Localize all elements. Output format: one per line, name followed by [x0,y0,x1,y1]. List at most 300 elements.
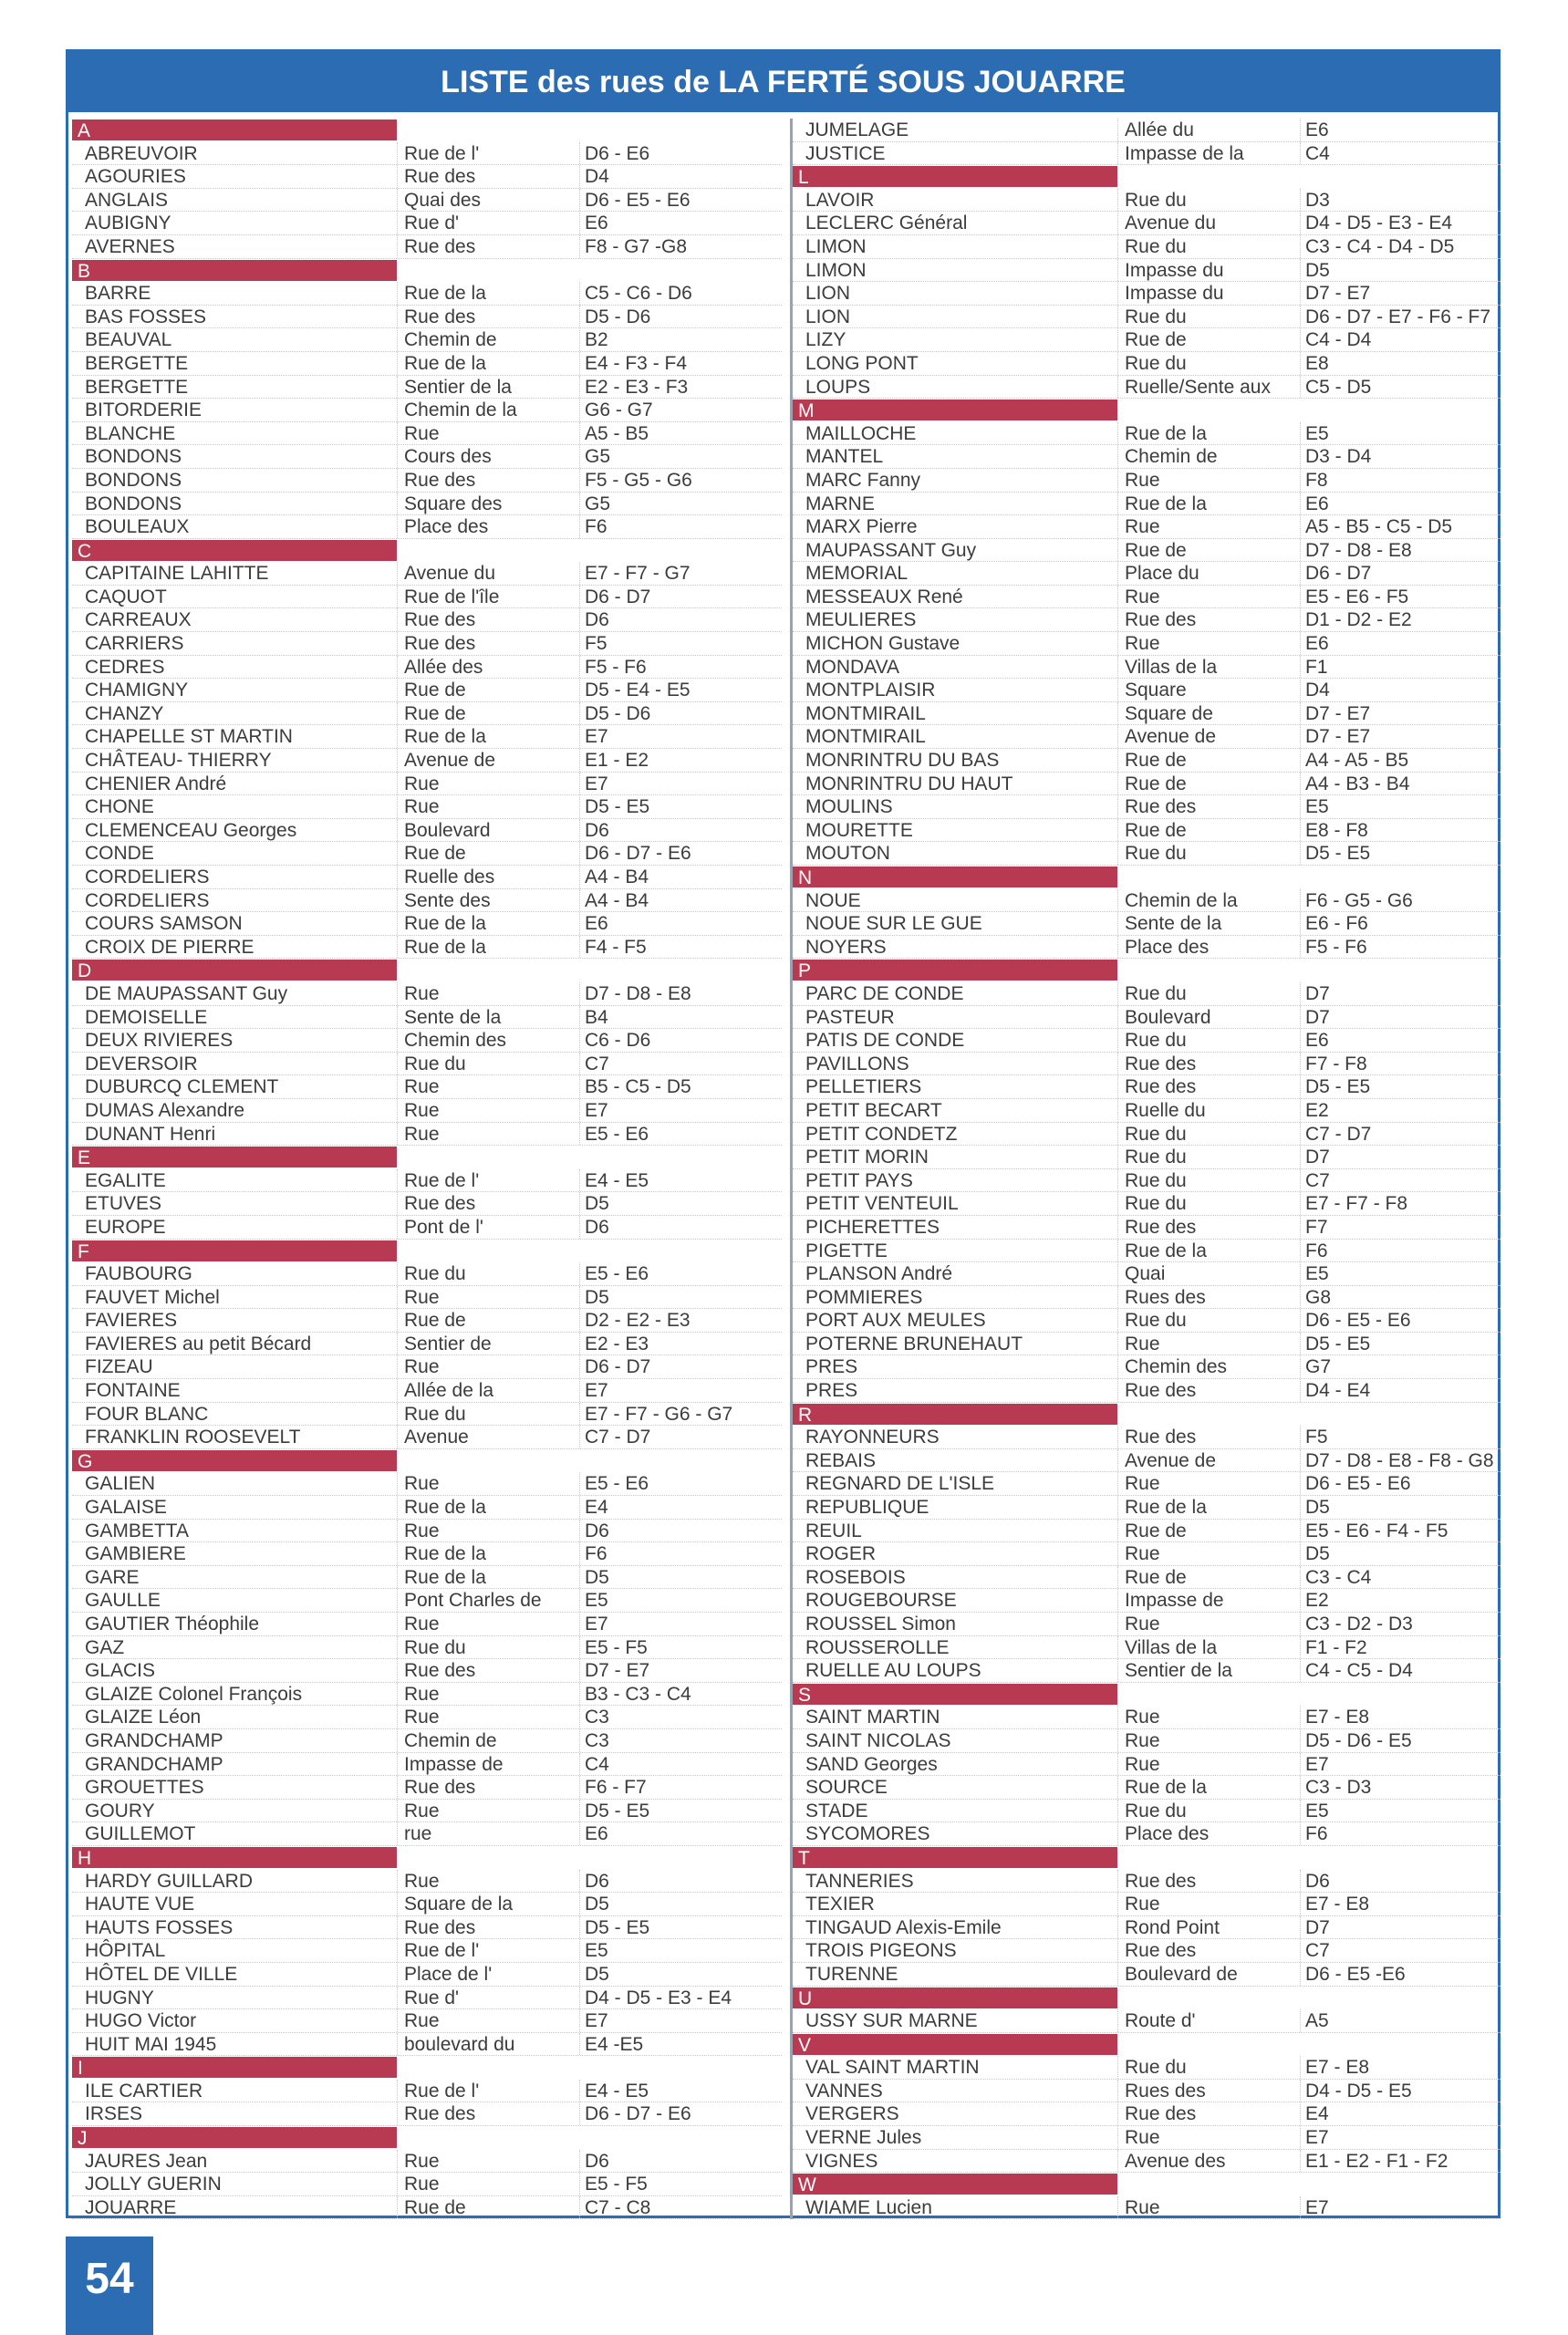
cell-divider [579,352,580,375]
street-row [72,2033,782,2057]
section-header [793,2033,1501,2057]
cell-divider [397,562,398,585]
cell-divider [1300,702,1301,725]
grid-reference: D5 - D6 - E5 [1305,1729,1412,1751]
street-type: Impasse de [1125,1590,1224,1612]
street-type: Rue du [1125,235,1187,257]
cell-divider [1117,1566,1118,1589]
street-row [72,445,782,469]
street-name: CAQUOT [85,586,167,607]
cell-divider [1300,1379,1301,1402]
street-row [793,679,1501,702]
street-name: MANTEL [805,446,884,468]
street-row [72,725,782,749]
street-name: TURENNE [805,1963,898,1985]
grid-reference: F4 - F5 [585,936,647,958]
grid-reference: D6 - E5 - E6 [1305,1310,1411,1332]
section-header [793,1683,1501,1707]
cell-divider [1117,819,1118,842]
street-row [793,1099,1501,1123]
section-header [72,119,782,142]
cell-divider [397,376,398,399]
cell-divider [397,1496,398,1519]
street-type: Rue d' [404,213,460,234]
right-column [790,119,1501,2219]
street-row [72,469,782,493]
grid-reference: E7 [585,2010,608,2032]
street-row [72,2150,782,2174]
street-name: MARC Fanny [805,469,921,491]
cell-divider [397,2173,398,2195]
grid-reference: E5 - E6 - F5 [1305,586,1409,607]
cell-divider [397,1822,398,1845]
cell-divider [1117,1099,1118,1122]
cell-divider [1300,936,1301,959]
grid-reference: D6 - E5 - E6 [1305,1473,1411,1495]
grid-reference: G5 [585,493,611,514]
street-type: Square de [1125,702,1213,724]
section-letter: P [798,960,812,982]
street-name: MEULIERES [805,609,917,631]
section-header [793,1846,1501,1870]
street-name: PETIT VENTEUIL [805,1193,959,1215]
cell-divider [1117,586,1118,608]
street-row [793,328,1501,352]
street-name: LOUPS [805,376,871,398]
street-type: Sentier de la [1125,1660,1232,1682]
cell-divider [397,749,398,772]
cell-divider [579,1589,580,1612]
street-name: PETIT MORIN [805,1147,929,1168]
grid-reference: E5 - F5 [585,1636,648,1658]
grid-reference: A4 - B4 [585,889,649,911]
street-row [793,1333,1501,1356]
street-name: GALIEN [85,1473,156,1495]
cell-divider [1117,1472,1118,1495]
cell-divider [1300,1659,1301,1682]
cell-divider [579,2080,580,2102]
street-type: Sentier de [404,1333,492,1354]
street-type: Rue du [404,1263,466,1285]
street-name: COURS SAMSON [85,913,243,935]
grid-reference: E5 - E6 - F4 - F5 [1305,1520,1449,1541]
cell-divider [1300,819,1301,842]
section-letter: B [78,260,91,282]
grid-reference: E7 [1305,1753,1329,1775]
street-row [793,1613,1501,1636]
grid-reference: E8 [1305,352,1329,374]
grid-reference: C3 - D2 - D3 [1305,1614,1413,1634]
cell-divider [579,982,580,1005]
street-name: GAMBETTA [85,1520,189,1541]
street-row [793,1822,1501,1846]
grid-reference: D6 - D7 [585,586,651,607]
cell-divider [1117,1355,1118,1378]
grid-reference: F5 - F6 [585,656,647,678]
section-header-bar [72,119,397,140]
grid-reference: C4 [585,1753,609,1775]
street-name: GARE [85,1566,140,1588]
street-type: Rue de [1125,1520,1187,1541]
street-type: Rue [1125,1894,1160,1915]
street-type: Rue [404,1099,440,1121]
cell-divider [1300,189,1301,212]
grid-reference: E1 - E2 - F1 - F2 [1305,2150,1449,2172]
street-name: ROUSSEROLLE [805,1636,950,1658]
cell-divider [1300,889,1301,912]
cell-divider [579,749,580,772]
section-header [793,1987,1501,2010]
street-name: FOUR BLANC [85,1403,209,1425]
cell-divider [1117,1916,1118,1939]
street-name: CHÂTEAU- THIERRY [85,750,272,772]
street-type: Sente des [404,889,491,911]
section-letter: T [798,1847,810,1869]
grid-reference: D5 [585,1193,609,1215]
street-row [793,2102,1501,2126]
grid-reference: D5 [585,1566,609,1588]
cell-divider [579,1613,580,1635]
street-name: EGALITE [85,1169,166,1191]
street-row [72,1589,782,1613]
grid-reference: D6 - E6 [585,142,650,164]
section-letter: E [78,1147,91,1169]
street-type: Rue des [404,633,476,655]
street-row [72,328,782,352]
cell-divider [397,1916,398,1939]
cell-divider [397,142,398,165]
street-type: Rue [1125,1729,1160,1751]
cell-divider [579,1309,580,1332]
street-type: Rue de l'île [404,586,500,607]
street-type: Rue [1125,1707,1160,1728]
street-type: Rue [404,796,440,818]
page-title: LISTE des rues de LA FERTÉ SOUS JOUARRE [68,52,1498,112]
grid-reference: E5 [1305,796,1329,818]
cell-divider [579,1542,580,1565]
cell-divider [1117,235,1118,258]
cell-divider [579,1192,580,1215]
cell-divider [579,1472,580,1495]
street-name: FAUVET Michel [85,1286,220,1308]
street-row [72,679,782,702]
street-row [72,702,782,726]
street-type: Rue [404,2174,440,2195]
cell-divider [397,1403,398,1426]
cell-divider [1300,679,1301,701]
street-name: PELLETIERS [805,1076,922,1098]
street-row [72,982,782,1006]
cell-divider [397,1520,398,1542]
street-row [72,912,782,936]
cell-divider [1117,1542,1118,1565]
cell-divider [1300,1613,1301,1635]
street-type: Square des [404,493,503,514]
street-type: Allée des [404,656,483,678]
grid-reference: E1 - E2 [585,750,649,772]
street-row [793,1753,1501,1777]
grid-reference: D7 - E7 [1305,702,1371,724]
section-letter: R [798,1404,813,1426]
cell-divider [397,795,398,818]
street-name: ABREUVOIR [85,142,198,164]
grid-reference: D6 [585,1870,609,1892]
street-name: HUGNY [85,1987,154,2008]
street-name: DEUX RIVIERES [85,1030,234,1052]
street-row [793,562,1501,586]
section-header [72,539,782,563]
grid-reference: D5 - E5 [1305,1076,1371,1098]
grid-reference: F8 [1305,469,1328,491]
street-type: Rue de la [404,1497,486,1519]
cell-divider [1117,1053,1118,1075]
street-type: Chemin des [1125,1356,1228,1378]
street-type: Chemin de [1125,446,1218,468]
cell-divider [579,1216,580,1239]
cell-divider [1117,119,1118,141]
street-type: Rond Point [1125,1916,1220,1938]
cell-divider [397,1683,398,1706]
cell-divider [1117,1520,1118,1542]
street-type: Rue de [404,680,466,701]
grid-reference: D6 [585,1520,609,1541]
cell-divider [397,1262,398,1285]
section-letter: S [798,1684,812,1706]
grid-reference: D5 - E5 [1305,843,1371,865]
cell-divider [397,1333,398,1355]
street-row [793,1706,1501,1729]
cell-divider [397,1613,398,1635]
cell-divider [397,189,398,212]
street-name: HAUTE VUE [85,1894,195,1915]
grid-reference: E8 - F8 [1305,819,1368,841]
grid-reference: E7 - F7 - F8 [1305,1193,1408,1215]
street-type: Rue de la [404,1543,486,1565]
grid-reference: E6 [1305,633,1329,655]
grid-reference: D7 [1305,1916,1330,1938]
street-row [793,1309,1501,1333]
street-name: PATIS DE CONDE [805,1030,965,1052]
cell-divider [1117,515,1118,538]
street-row [793,1192,1501,1216]
cell-divider [1117,1029,1118,1052]
grid-reference: D6 [585,1216,609,1238]
grid-reference: A5 [1305,2010,1329,2032]
street-row [72,1286,782,1310]
grid-reference: D5 [1305,1497,1330,1519]
street-row [793,2080,1501,2103]
cell-divider [1117,725,1118,748]
street-type: Rue [404,1076,440,1098]
street-row [793,819,1501,843]
street-row [793,1169,1501,1193]
street-name: REGNARD DE L'ISLE [805,1473,995,1495]
grid-reference: C3 [585,1707,609,1728]
street-name: PRES [805,1380,858,1402]
street-name: USSY SUR MARNE [805,2010,978,2032]
street-row [72,1659,782,1683]
cell-divider [579,515,580,538]
street-name: BAS FOSSES [85,306,207,327]
street-name: FAVIERES au petit Bécard [85,1333,312,1354]
grid-reference: D6 [585,609,609,631]
street-type: Rue [1125,1473,1160,1495]
cell-divider [579,212,580,234]
street-type: Rues des [1125,1286,1206,1308]
street-name: FONTAINE [85,1380,181,1402]
section-header [793,2173,1501,2196]
cell-divider [1117,306,1118,328]
grid-reference: D6 - E5 - E6 [585,189,691,211]
street-type: Sente de la [404,1006,502,1028]
street-row [793,725,1501,749]
street-name: HARDY GUILLARD [85,1870,253,1892]
street-name: MARNE [805,493,875,514]
grid-reference: C4 - C5 - D4 [1305,1660,1413,1682]
grid-reference: D4 [1305,680,1330,701]
street-type: Rue de l' [404,2080,480,2102]
cell-divider [579,282,580,305]
street-type: Sente de la [1125,913,1222,935]
grid-reference: F5 - G5 - G6 [585,469,692,491]
street-type: Rue d' [404,1987,460,2008]
cell-divider [1300,656,1301,679]
street-type: Rue [404,1683,440,1705]
street-row [793,2196,1501,2220]
street-row [72,235,782,259]
street-type: Avenue du [1125,213,1217,234]
street-name: POTERNE BRUNEHAUT [805,1333,1023,1354]
grid-reference: E5 [1305,422,1329,444]
street-row [72,586,782,609]
grid-reference: D4 - D5 - E3 - E4 [585,1987,732,2008]
street-type: Rue de l' [404,142,480,164]
street-type: Rue des [404,2103,476,2125]
cell-divider [1117,2150,1118,2173]
street-type: Rue [404,1123,440,1145]
street-type: Rue de [1125,750,1187,772]
cell-divider [1300,1075,1301,1098]
street-type: Rue de la [1125,422,1207,444]
cell-divider [1300,2009,1301,2032]
street-type: Rue [1125,586,1160,607]
street-row [72,1753,782,1777]
street-name: FAUBOURG [85,1263,192,1285]
street-type: Rue du [1125,1193,1187,1215]
grid-reference: D6 - D7 - E6 [585,2103,691,2125]
cell-divider [1117,1262,1118,1285]
street-name: AGOURIES [85,166,186,188]
street-row [793,1542,1501,1566]
street-type: Rue de [1125,819,1187,841]
street-type: Rues des [1125,2080,1206,2102]
cell-divider [579,936,580,959]
street-name: ROUGEBOURSE [805,1590,957,1612]
street-row [793,1472,1501,1496]
street-row [793,1262,1501,1286]
street-type: Rue de l' [404,1940,480,1962]
cell-divider [1300,725,1301,748]
grid-reference: F1 - F2 [1305,1636,1367,1658]
street-name: MAUPASSANT Guy [805,539,977,561]
section-header-bar [793,960,1117,981]
street-type: Rue [1125,633,1160,655]
cell-divider [1117,1963,1118,1986]
street-type: Rue du [1125,843,1187,865]
grid-reference: E7 - E8 [1305,1707,1370,1728]
street-name: CHENIER André [85,773,227,794]
street-type: Rue du [1125,2057,1187,2079]
street-name: WIAME Lucien [805,2196,932,2218]
street-row [793,1075,1501,1099]
cell-divider [579,306,580,328]
street-row [793,749,1501,773]
cell-divider [397,2196,398,2219]
street-name: ETUVES [85,1193,162,1215]
street-type: Rue de [1125,539,1187,561]
cell-divider [397,1472,398,1495]
cell-divider [579,422,580,445]
cell-divider [1300,212,1301,234]
section-header [72,959,782,982]
cell-divider [1117,1636,1118,1659]
street-type: Rue [404,1286,440,1308]
street-name: CARRIERS [85,633,184,655]
street-name: ROGER [805,1543,877,1565]
street-type: Place des [404,516,489,538]
cell-divider [397,2009,398,2032]
section-letter: C [78,540,92,562]
street-row [72,819,782,843]
cell-divider [397,212,398,234]
section-header-bar [793,1847,1117,1868]
street-row [793,936,1501,960]
cell-divider [1300,1029,1301,1052]
cell-divider [1117,749,1118,772]
street-type: Rue des [1125,1216,1197,1238]
street-type: Rue des [404,469,476,491]
cell-divider [1117,142,1118,165]
cell-divider [397,936,398,959]
grid-reference: E5 - F5 [585,2174,648,2195]
street-name: GALAISE [85,1497,167,1519]
cell-divider [397,656,398,679]
street-type: Rue [404,2010,440,2032]
street-type: Boulevard de [1125,1963,1238,1985]
street-name: CHONE [85,796,154,818]
cell-divider [579,376,580,399]
grid-reference: C3 - C4 - D4 - D5 [1305,235,1455,257]
cell-divider [397,586,398,608]
section-header-bar [72,1847,397,1868]
cell-divider [579,142,580,165]
street-name: MOULINS [805,796,893,818]
street-row [793,1286,1501,1310]
grid-reference: B3 - C3 - C4 [585,1683,691,1705]
cell-divider [397,1216,398,1239]
grid-reference: F1 [1305,656,1328,678]
section-header-bar [72,2127,397,2148]
street-type: Rue des [404,166,476,188]
street-name: HUIT MAI 1945 [85,2033,217,2055]
grid-reference: D7 [1305,1006,1330,1028]
street-type: Rue de la [1125,493,1207,514]
cell-divider [397,1123,398,1146]
street-row [793,119,1501,142]
street-name: CORDELIERS [85,867,210,887]
cell-divider [579,189,580,212]
cell-divider [579,1496,580,1519]
